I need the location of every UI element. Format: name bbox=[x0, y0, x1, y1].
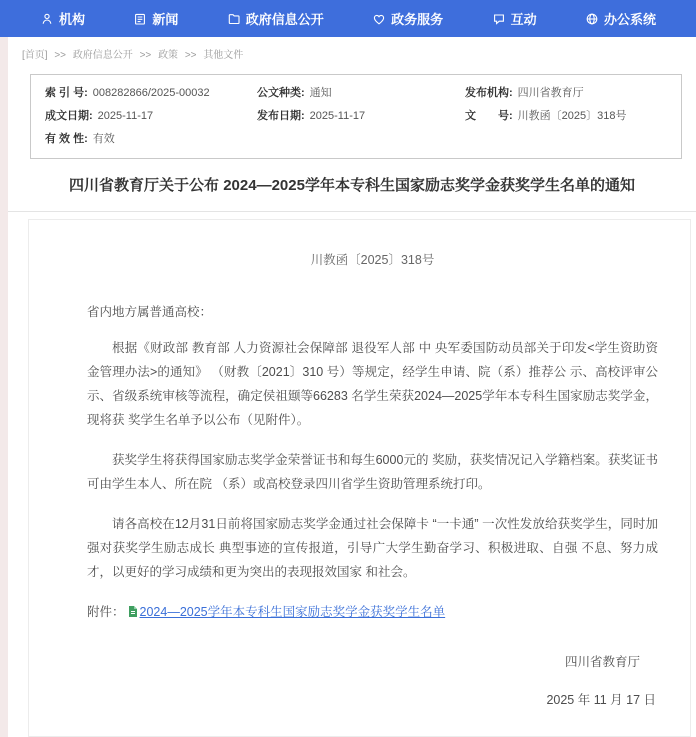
breadcrumb-home[interactable]: [首页] bbox=[22, 50, 48, 61]
meta-value: 2025-11-17 bbox=[97, 110, 154, 122]
meta-value: 有效 bbox=[92, 133, 115, 145]
breadcrumb-disclosure[interactable]: 政府信息公开 bbox=[72, 50, 133, 61]
meta-validity bbox=[45, 132, 257, 147]
excel-file-icon bbox=[127, 602, 139, 626]
news-icon bbox=[133, 12, 147, 26]
meta-value: 通知 bbox=[309, 87, 332, 99]
nav-item-disclosure[interactable] bbox=[227, 9, 324, 28]
nav-item-label: 办公系统 bbox=[603, 12, 656, 27]
disclosure-icon bbox=[227, 12, 241, 26]
breadcrumb-policy[interactable]: 政策 bbox=[158, 50, 179, 61]
nav-item-label: 政府信息公开 bbox=[245, 12, 324, 27]
meta-value: 川教函〔2025〕318号 bbox=[517, 110, 627, 122]
meta-label: 文 号: bbox=[465, 110, 513, 122]
nav-item-label: 政务服务 bbox=[391, 12, 444, 27]
paragraph-3: 请各高校在12月31日前将国家励志奖学金通过社会保障卡 “一卡通” 一次性发放给获奖学生，同时加强对获奖学生励志成长 典型事迹的宣传报道，引导广大学生勤奋学习、积极进取、自强 不息、努力成才，以更好的学习成绩和更为突出的表现报效国家 和社会。 bbox=[87, 517, 658, 579]
nav-item-label: 新闻 bbox=[152, 12, 179, 27]
attachment-label: 附件： bbox=[87, 605, 125, 619]
title-section bbox=[8, 159, 696, 212]
meta-value: 008282866/2025-00032 bbox=[92, 87, 210, 99]
office-icon bbox=[585, 12, 599, 26]
org-icon bbox=[40, 12, 54, 26]
meta-label: 有 效 性: bbox=[45, 133, 88, 145]
letter-body bbox=[28, 219, 691, 737]
nav-item-interact[interactable] bbox=[492, 9, 537, 28]
paragraph-2: 获奖学生将获得国家励志奖学金荣誉证书和每生6000元的 奖励，获奖情况记入学籍档案。获奖证书可由学生本人、所在院 （系）或高校登录四川省学生资助管理系统打印。 bbox=[87, 453, 658, 491]
signature-org: 四川省教育厅 bbox=[564, 655, 640, 669]
breadcrumb bbox=[8, 37, 696, 66]
signature-date: 2025 年 11 月 17 日 bbox=[546, 693, 656, 707]
breadcrumb-separator: >> bbox=[54, 50, 67, 61]
meta-written-date bbox=[45, 109, 257, 124]
nav-item-service[interactable] bbox=[372, 9, 443, 28]
attachment-row bbox=[87, 600, 658, 626]
service-icon bbox=[372, 12, 386, 26]
meta-issuing-agency bbox=[465, 86, 681, 101]
meta-label: 索 引 号: bbox=[45, 87, 88, 99]
meta-label: 发布机构: bbox=[465, 87, 513, 99]
meta-doc-type bbox=[257, 86, 465, 101]
nav-item-office[interactable] bbox=[585, 9, 656, 28]
breadcrumb-separator: >> bbox=[184, 50, 197, 61]
nav-item-news[interactable] bbox=[133, 9, 178, 28]
meta-label: 公文种类: bbox=[257, 87, 305, 99]
meta-value: 四川省教育厅 bbox=[517, 87, 584, 99]
meta-label: 成文日期: bbox=[45, 110, 93, 122]
content-area bbox=[8, 37, 696, 737]
meta-index-number bbox=[45, 86, 257, 101]
attachment-link[interactable]: 2024—2025学年本专科生国家励志奖学金获奖学生名单 bbox=[139, 605, 446, 619]
doc-number: 川教函〔2025〕318号 bbox=[310, 253, 435, 267]
top-navigation bbox=[0, 0, 696, 37]
page-title: 四川省教育厅关于公布 2024—2025学年本专科生国家励志奖学金获奖学生名单的通知 bbox=[69, 177, 635, 194]
meta-label: 发布日期: bbox=[257, 110, 305, 122]
nav-item-label: 互动 bbox=[510, 12, 537, 27]
breadcrumb-other-files[interactable]: 其他文件 bbox=[203, 50, 244, 61]
interact-icon bbox=[492, 12, 506, 26]
salutation: 省内地方属普通高校： bbox=[87, 305, 213, 319]
nav-item-org[interactable] bbox=[40, 9, 85, 28]
meta-doc-number bbox=[465, 109, 681, 124]
meta-publish-date bbox=[257, 109, 465, 124]
paragraph-1: 根据《财政部 教育部 人力资源社会保障部 退役军人部 中 央军委国防动员部关于印发<学生资助资金管理办法>的通知》 （财教〔2021〕310 号）等规定，经学生申请、院（系）推荐公 示、高校评审公示、省级系统审核等流程，确定侯祖颋等66283 名学生荣获2024—2025学年本专科生国家励志奖学金，现将获 奖学生名单予以公布（见附件）。 bbox=[87, 341, 658, 427]
nav-item-label: 机构 bbox=[59, 12, 86, 27]
meta-value: 2025-11-17 bbox=[309, 110, 366, 122]
document-meta-table bbox=[30, 74, 682, 159]
breadcrumb-separator: >> bbox=[139, 50, 152, 61]
